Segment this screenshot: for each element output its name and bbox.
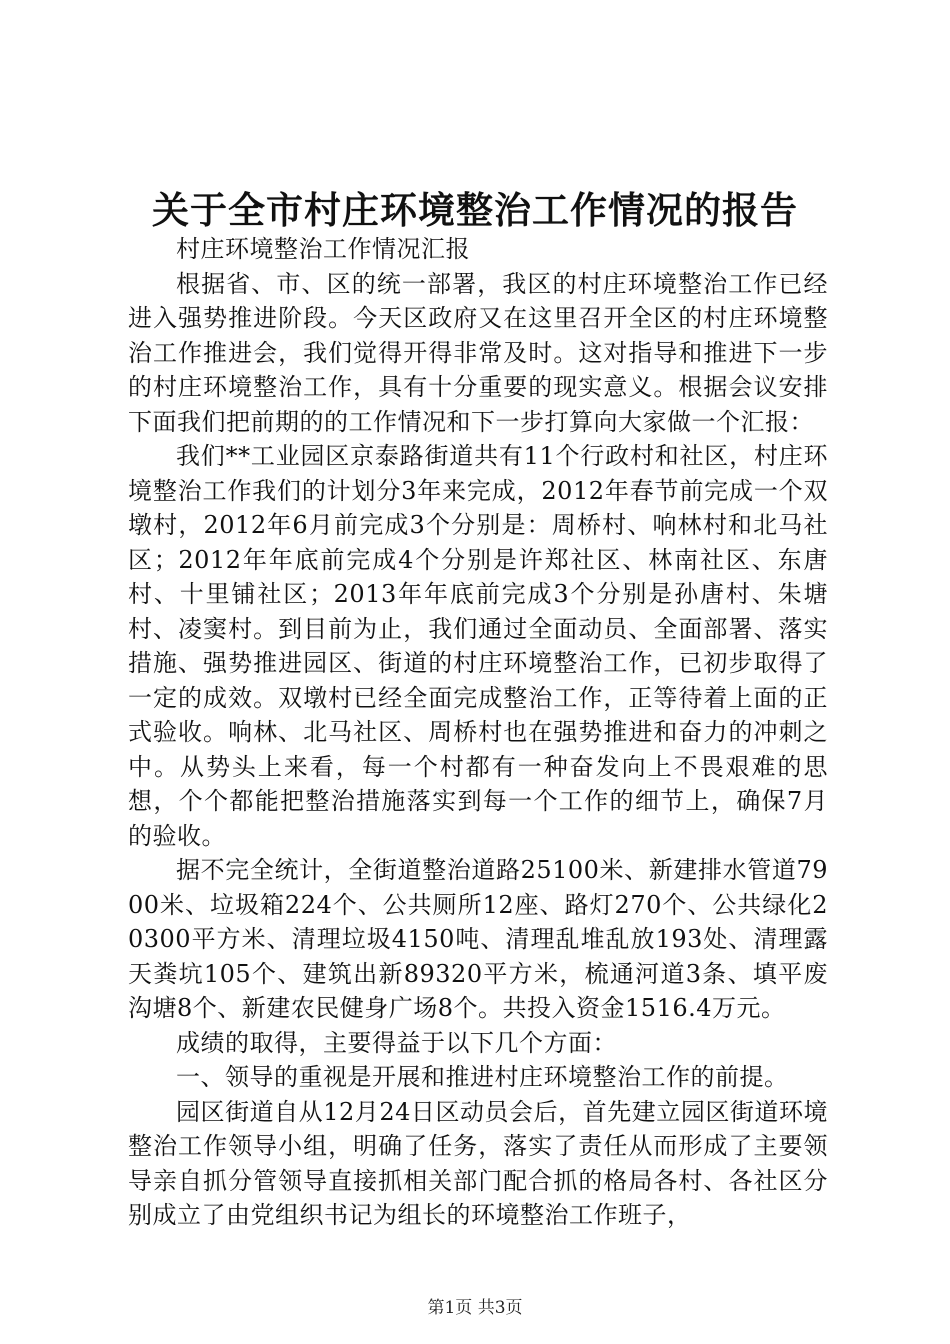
paragraph-achievements: 成绩的取得，主要得益于以下几个方面：: [176, 1028, 617, 1057]
paragraph-statistics: 据不完全统计，全街道整治道路25100米、新建排水管道7900米、垃圾箱224个、公共厕所12座、路灯270个、公共绿化20300平方米、清理垃圾4150吨、清理乱堆乱放193处、清理露天粪坑105个、建筑出新89320平方米，梳通河道3条、填平废沟塘8个、新建农民健身广场8个。共投入资金1516.4万元。: [128, 856, 828, 1022]
document-body: [128, 232, 828, 1233]
paragraph-leadership: 园区街道自从12月24日区动员会后，首先建立园区街道环境整治工作领导小组，明确了任务，落实了责任从而形成了主要领导亲自抓分管领导直接抓相关部门配合抓的格局各村、各社区分别成立了由党组织书记为组长的环境整治工作班子，: [128, 1097, 828, 1229]
paragraph-plan: 我们**工业园区京泰路街道共有11个行政村和社区，村庄环境整治工作我们的计划分3年来完成，2012年春节前完成一个双墩村，2012年6月前完成3个分别是：周桥村、响林村和北马社区；2012年年底前完成4个分别是许郑社区、林南社区、东唐村、十里铺社区；2013年年底前完成3个分别是孙唐村、朱塘村、凌窦村。到目前为止，我们通过全面动员、全面部署、落实措施、强势推进园区、街道的村庄环境整治工作，已初步取得了一定的成效。双墩村已经全面完成整治工作，正等待着上面的正式验收。响林、北马社区、周桥村也在强势推进和奋力的冲刺之中。从势头上来看，每一个村都有一种奋发向上不畏艰难的思想，个个都能把整治措施落实到每一个工作的细节上，确保7月的验收。: [128, 442, 828, 850]
document-title: 关于全市村庄环境整治工作情况的报告: [152, 188, 798, 232]
paragraph-heading-one: 一、领导的重视是开展和推进村庄环境整治工作的前提。: [176, 1063, 789, 1091]
paragraph-subtitle: 村庄环境整治工作情况汇报: [176, 235, 470, 263]
paragraph-intro: 根据省、市、区的统一部署，我区的村庄环境整治工作已经进入强势推进阶段。今天区政府又在这里召开全区的村庄环境整治工作推进会，我们觉得开得非常及时。这对指导和推进下一步的村庄环境整治工作，具有十分重要的现实意义。根据会议安排下面我们把前期的的工作情况和下一步打算向大家做一个汇报：: [128, 269, 828, 436]
page-footer: 第1页 共3页: [427, 1298, 523, 1318]
